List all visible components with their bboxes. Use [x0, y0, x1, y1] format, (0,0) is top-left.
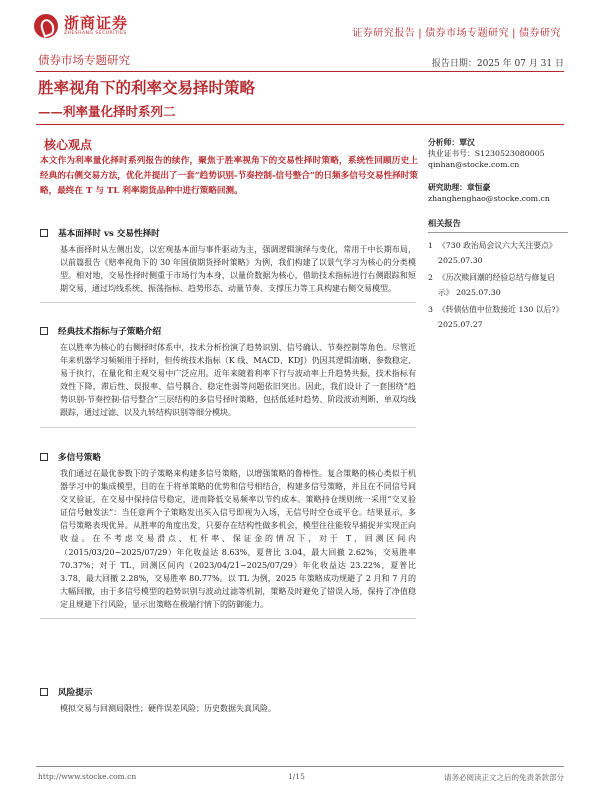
related-divider	[428, 232, 568, 233]
related-report-text: 《转债估值中位数接近 130 以后?》 2025.07.27	[438, 305, 564, 329]
crumb-research-report: 证券研究报告	[352, 28, 416, 39]
section-divider	[40, 427, 416, 428]
assistant-name: 章恒豪	[466, 183, 491, 192]
sidebar	[428, 137, 568, 334]
logo-cn: 浙商证券	[64, 14, 129, 32]
checkbox-bullet-icon	[40, 229, 48, 237]
license-number: 执业证书号：S1230523080005	[428, 149, 545, 158]
section-technical-indicators	[40, 325, 416, 428]
footer-website[interactable]: http://www.stocke.com.cn	[38, 772, 137, 781]
header-divider	[36, 71, 564, 72]
analyst-name: 覃汉	[459, 138, 475, 147]
assistant-email[interactable]: zhanghenghao@stocke.com.cn	[428, 194, 550, 203]
section-text: 我们通过在最优参数下的子策略来构建多信号策略，以增强策略的鲁棒性。复合策略的核心类似于机器学习中的集成模型，目的在于将单策略的优势和信号相结合，构建多信号策略，并且在不同信号间交叉验证，在交易中保持信号稳定，进而降低交易频率以节约成本。策略持仓规则统一采用“交叉验证信号触发法”：当任意两个子策略发出买入信号即视为入场，无信号时空仓或平仓。结果显示，多信号策略表现优异。从胜率的角度出发，只要存在结构性做多机会，模型往往能较早捕捉并实现正向收益。在不考虑交易滑点、杠杆率、保证金的情况下，对于 T，回测区间内（2015/03/20~2025/07/29）年化收益达 8.63%，夏普比 3.04，最大回撤 2.62%，交易胜率 70.37%；对于 TL，回测区间内（2023/04/21~2025/07/29）年化收益达 23.22%，夏普比 3.78，最大回撤 2.28%，交易胜率 80.77%。以 TL 为例，2025 年策略成功规避了 2 月和 7 月的大幅回撤，由于多信号模型的趋势识别与波动过滤等机制，策略及时避免了错误入场，保持了净值稳定且规避下行风险，显示出策略在极端行情下的防御能力。	[60, 469, 416, 609]
crumb-bond-research: 债券研究	[519, 28, 561, 39]
section-text: 基本面择时从左侧出发，以宏观基本面与事件驱动为主，强调逻辑演绎与变化，常用于中长期布局，以前篇报告《赔率视角下的 30 年国债期货择时策略》为例，我们构建了以景气学习为核心的分类模型。相对地，交易性择时侧重于市场行为本身，以量价数据为核心，借助技术指标进行右侧跟踪和短期交易，通过均线系统、振荡指标、趋势形态、动量节奏、支撑压力等工具构建右侧交易模型。	[60, 245, 416, 294]
related-report-text: 《历次赎回潮的经验总结与修复启示》 2025.07.30	[438, 273, 555, 297]
report-title: 胜率视角下的利率交易择时策略	[38, 78, 256, 97]
assistant-label: 研究助理：	[428, 183, 467, 192]
related-report-text: 《730 政治局会议六大关注要点》 2025.07.30	[438, 241, 557, 265]
related-report-item[interactable]: 3 《转债估值中位数接近 130 以后?》 2025.07.27	[428, 302, 568, 332]
section-heading: 经典技术指标与子策略介绍	[58, 327, 162, 337]
section-divider	[40, 302, 416, 303]
section-fundamental-vs-trading	[40, 227, 416, 303]
series-label: 债券市场专题研究	[38, 53, 130, 67]
page-header	[0, 0, 600, 48]
breadcrumb: 证券研究报告 | 债券市场专题研究 | 债券研究	[352, 28, 561, 39]
section-text: 模拟交易与回测局限性；硬件误差风险；历史数据失真风险。	[60, 704, 276, 713]
report-subtitle: ——利率量化择时系列二	[38, 104, 176, 119]
section-heading: 风险提示	[58, 688, 93, 698]
core-view-heading: 核心观点	[44, 138, 93, 152]
section-risk-warning	[40, 686, 416, 715]
checkbox-bullet-icon	[40, 453, 48, 461]
logo-en: ZHESHANG SECURITIES	[64, 31, 127, 36]
related-report-item[interactable]: 1 《730 政治局会议六大关注要点》 2025.07.30	[428, 238, 568, 268]
section-multi-signal	[40, 451, 416, 619]
logo-mark-icon	[34, 14, 58, 38]
section-heading: 基本面择时 vs 交易性择时	[58, 229, 160, 239]
related-report-item[interactable]: 2 《历次赎回潮的经验总结与修复启示》 2025.07.30	[428, 270, 568, 300]
title-divider	[36, 124, 564, 125]
footer-disclaimer: 请务必阅读正文之后的免责条款部分	[444, 773, 564, 782]
company-logo	[34, 14, 128, 38]
checkbox-bullet-icon	[40, 327, 48, 335]
analyst-email[interactable]: qinhan@stocke.com.cn	[428, 160, 520, 169]
report-date: 报告日期：2025 年 07 月 31 日	[431, 59, 564, 69]
analyst-label: 分析师：	[428, 138, 460, 147]
checkbox-bullet-icon	[40, 688, 48, 696]
crumb-bond-market: 债券市场专题研究	[425, 28, 510, 39]
page-number: 1/15	[288, 772, 305, 781]
related-reports-heading: 相关报告	[428, 218, 461, 228]
core-view-text: 本文作为利率量化择时系列报告的续作，聚焦于胜率视角下的交易性择时策略，系统性回顾历史上经典的右侧交易方法，优化并提出了一套“趋势识别-节奏控制-信号整合”的日频多信号交易性择时策略，最终在 T 与 TL 利率期货品种中进行策略回测。	[40, 156, 418, 196]
footer-divider	[36, 766, 564, 767]
section-heading: 多信号策略	[58, 453, 101, 463]
section-divider	[40, 618, 416, 619]
section-text: 在以胜率为核心的右侧择时体系中，技术分析扮演了趋势识别、信号确认、节奏控制等角色。尽管近年来机器学习频频用于择时，但传统技术指标（K 线、MACD、KDJ）仍因其逻辑清晰、参数稳定、易于执行，在量化和主观交易中广泛应用。近年来随着利率下行与波动率上升趋势共振，技术指标有效性下降，滞后性、误报率、信号耦合、稳定性弱等问题依旧突出。因此，我们设计了一套围绕“趋势识别-节奏控制-信号整合”三层结构的多信号择时策略，包括低延时趋势、阶段波动判断、单双均线跟踪，通过过滤、以及九转结构识别等细分模块。	[60, 343, 416, 418]
